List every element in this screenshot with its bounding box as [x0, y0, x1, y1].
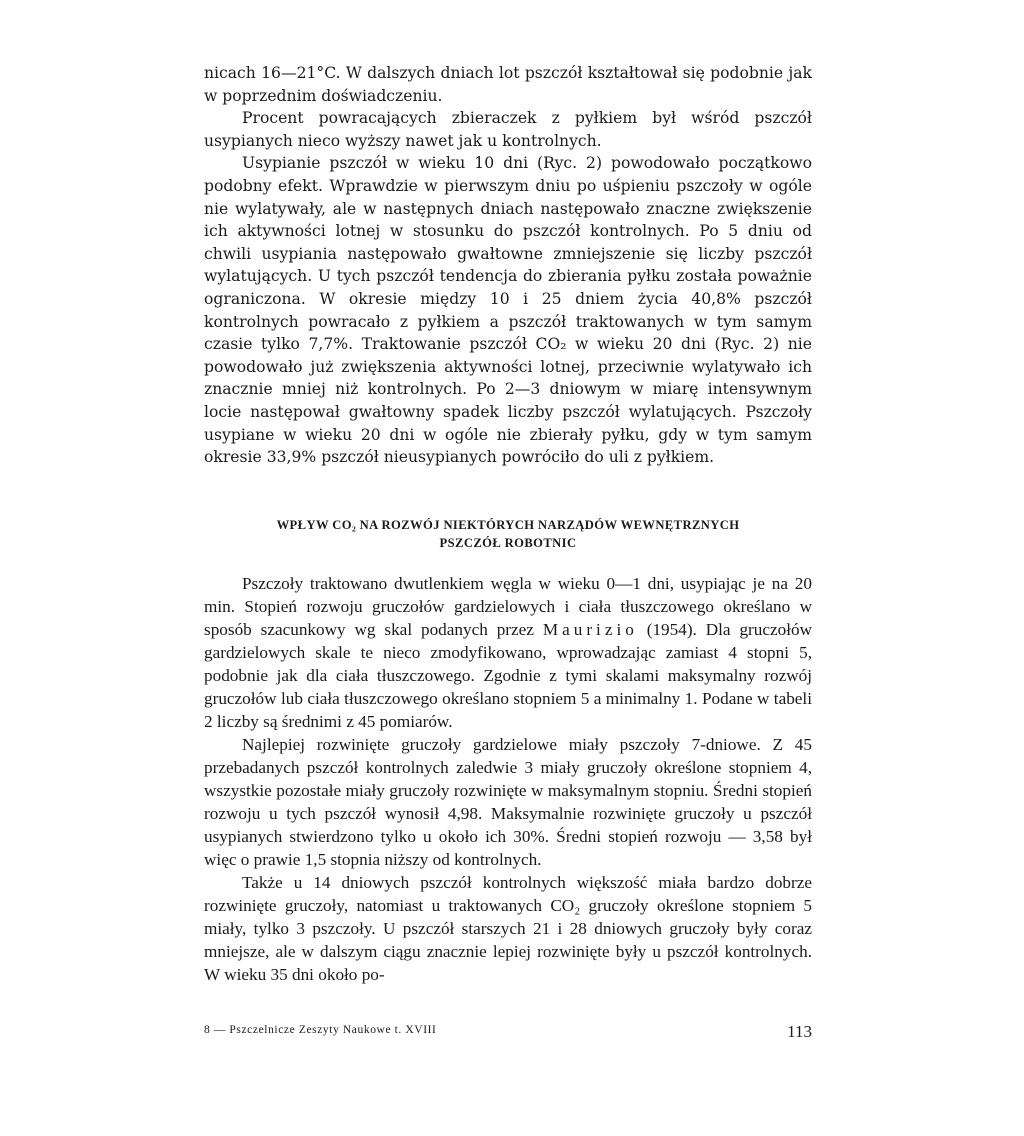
paragraph-age-10-20: Usypianie pszczół w wieku 10 dni (Ryc. 2) powodowało początkowo podobny efekt. Wprawdzie w pierwszym dniu po uśpieniu pszczoły w ogóle nie wylatywały, ale w następnych dniach następowało znaczne zwiększenie ich aktywności lotnej w stosunku do pszczół kontrolnych. Po 5 dniu od chwili usypiania następowało gwałtowne zmniejszenie się liczby pszczół wylatujących. U tych pszczół tendencja do zbierania pyłku została poważnie ograniczona. W okresie między 10 i 25 dniem życia 40,8% pszczół kontrolnych powracało z pyłkiem a pszczół traktowanych w tym samym czasie tylko 7,7%. Traktowanie pszczół CO₂ w wieku 20 dni (Ryc. 2) nie powodowało już zwiększenia aktywności lotnej, przeciwnie wylatywało ich znacznie mniej niż kontrolnych. Po 2—3 dniowym w miarę intensywnym locie następował gwałtowny spadek liczby pszczół wylatujących. Pszczoły usypiane w wieku 20 dni w ogóle nie zbierały pyłku, gdy w tym samym okresie 33,9% pszczół nieusypianych powróciło do uli z pyłkiem.: [204, 154, 812, 467]
paragraph-continuation: nicach 16—21°C. W dalszych dniach lot pszczół kształtował się podobnie jak w poprzednim doświadczeniu.: [204, 64, 812, 105]
section-2-text: [204, 572, 812, 986]
section-heading-line-2: PSZCZÓŁ ROBOTNIC: [439, 536, 577, 550]
paragraph-glands-14-day: Także u 14 dniowych pszczół kontrolnych większość miała bardzo dobrze rozwinięte gruczoły, natomiast u traktowanych CO₂ gruczoły określone stopniem 5 miały, tylko 3 pszczoły. U pszczół starszych 21 i 28 dniowych gruczoły były coraz mniejsze, ale w dalszym ciągu znacznie lepiej rozwinięte były u pszczół kontrolnych. W wieku 35 dni około po-: [204, 873, 812, 984]
author-name: Maurizio: [542, 620, 638, 639]
section-heading: [204, 516, 812, 552]
section-1-text: [204, 62, 812, 469]
page-footer: [204, 1022, 812, 1046]
section-heading-line-1: WPŁYW CO₂ NA ROZWÓJ NIEKTÓRYCH NARZĄDÓW WEWNĘTRZNYCH: [276, 518, 740, 532]
paragraph-glands-7-day: Najlepiej rozwinięte gruczoły gardzielowe miały pszczoły 7-dniowe. Z 45 przebadanych pszczół kontrolnych zaledwie 3 miały gruczoły określone stopniem 4, wszystkie pozostałe miały gruczoły rozwinięte w maksymalnym stopniu. Średni stopień rozwoju u tych pszczół wynosił 4,98. Maksymalnie rozwinięte gruczoły u pszczół usypianych stwierdzono tylko u około ich 30%. Średni stopień rozwoju — 3,58 był więc o prawie 1,5 stopnia niższy od kontrolnych.: [204, 735, 812, 869]
paragraph-methods: [204, 572, 812, 733]
paragraph-pollen-return: Procent powracających zbieraczek z pyłkiem był wśród pszczół usypianych nieco wyższy nawet jak u kontrolnych.: [204, 109, 812, 150]
page-number: 113: [787, 1022, 812, 1041]
paragraph-methods-end: (1954). Dla gruczołów gardzielowych skale te nieco zmodyfikowano, wprowadzając zamiast 4 stopni 5, podobnie jak dla ciała tłuszczowego. Zgodnie z tymi skalami maksymalny rozwój gruczołów lub ciała tłuszczowego określano stopniem 5 a minimalny 1. Podane w tabeli 2 liczby są średnimi z 45 pomiarów.: [204, 620, 812, 731]
footer-note: 8 — Pszczelnicze Zeszyty Naukowe t. XVIII: [204, 1024, 437, 1036]
paragraph-methods-start: Pszczoły traktowano dwutlenkiem węgla w wieku 0—1 dni, usypiając je na 20 min. Stopień rozwoju gruczołów gardzielowych i ciała tłuszczowego określano w sposób szacunkowy wg skal podanych przez: [204, 574, 812, 639]
